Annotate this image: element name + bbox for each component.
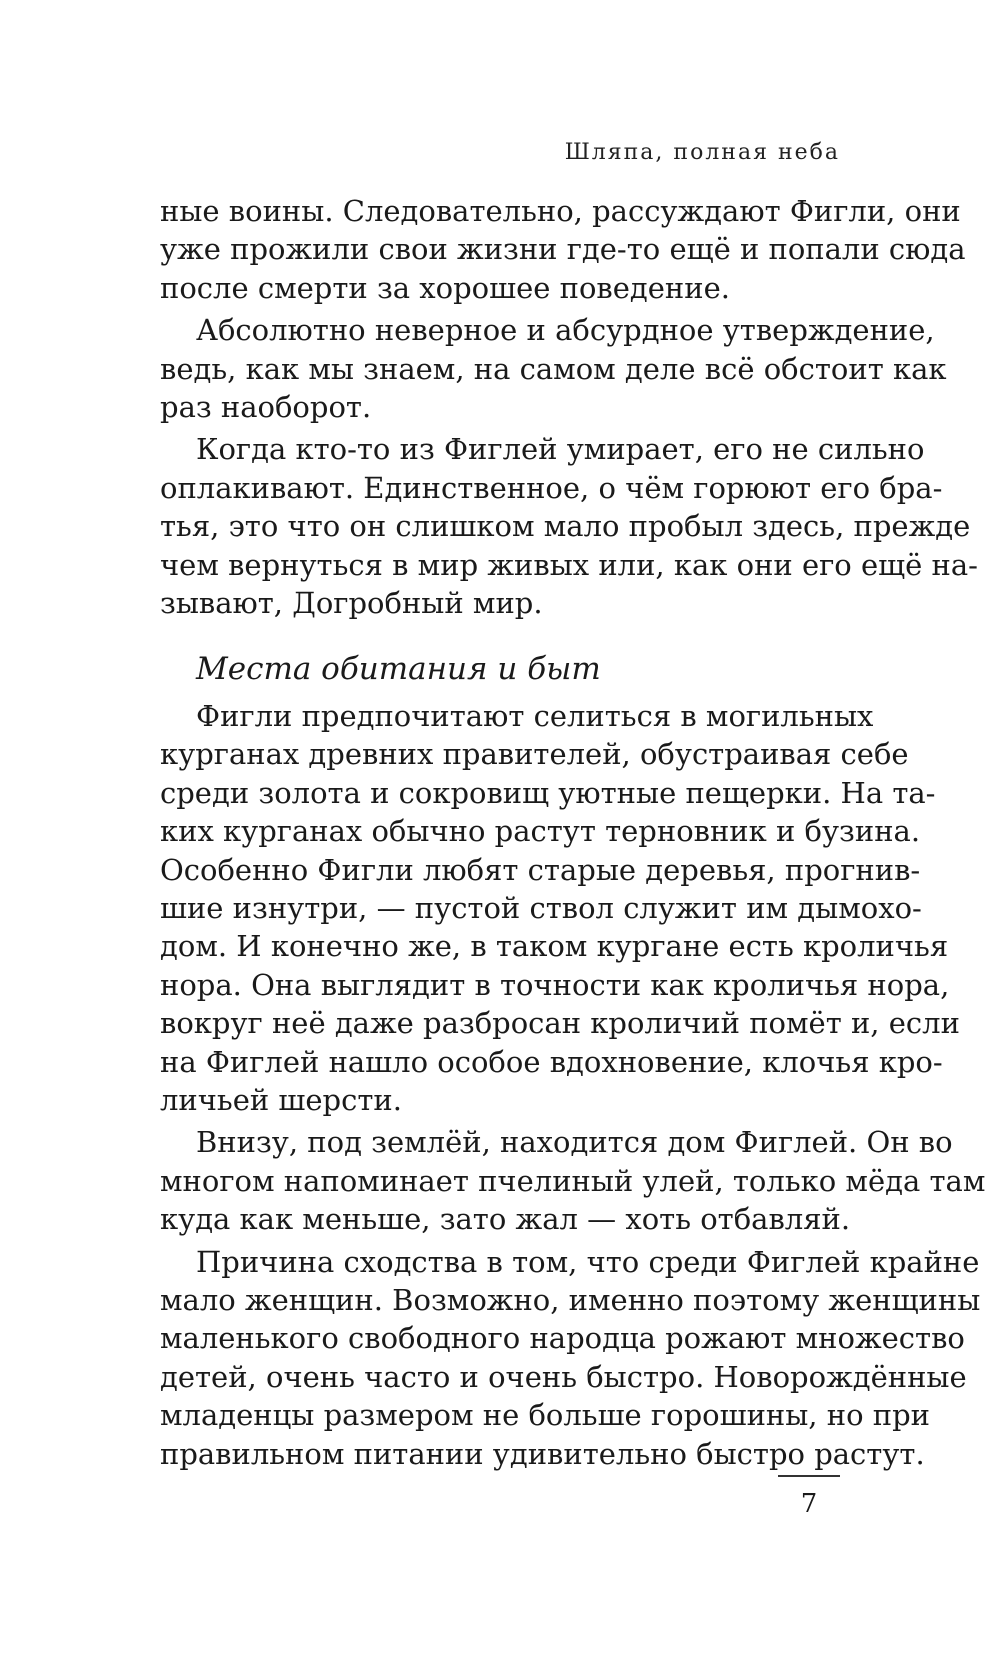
text-line: младенцы размером не больше горошины, но при (160, 1398, 930, 1433)
text-line: уже прожили свои жизни где-то ещё и попали сюда (160, 232, 966, 267)
text-line: правильном питании удивительно быстро растут. (160, 1436, 925, 1471)
text-line: дом. И конечно же, в таком кургане есть кроличья (160, 929, 949, 964)
text-line: шие изнутри, — пустой ствол служит им дымохо- (160, 890, 922, 925)
text-line: Фигли предпочитают селиться в могильных (196, 698, 874, 733)
text-line: ких курганах обычно растут терновник и бузина. (160, 814, 921, 849)
text-line: многом напоминает пчелиный улей, только мёда там (160, 1163, 986, 1198)
text-line: маленького свободного народца рожают множество (160, 1321, 965, 1356)
text-line: на Фиглей нашло особое вдохновение, клочья кро- (160, 1044, 943, 1079)
paragraph (160, 192, 966, 307)
paragraph (160, 430, 978, 622)
text-line: оплакивают. Единственное, о чём горюют его бра- (160, 470, 943, 505)
text-line: Абсолютно неверное и абсурдное утверждение, (196, 313, 935, 348)
body-text (160, 192, 986, 1477)
text-line: Когда кто-то из Фиглей умирает, его не сильно (196, 432, 925, 467)
text-line: раз наоборот. (160, 390, 372, 425)
text-line: тья, это что он слишком мало пробыл здесь, прежде (160, 509, 971, 544)
paragraph (160, 311, 947, 426)
paragraph (160, 1243, 981, 1473)
page-footer (778, 1475, 840, 1519)
text-line: зывают, Догробный мир. (160, 586, 543, 621)
paragraph (160, 1123, 986, 1238)
text-line: мало женщин. Возможно, именно поэтому женщины (160, 1282, 981, 1317)
text-line: чем вернуться в мир живых или, как они его ещё на- (160, 547, 978, 582)
text-line: нора. Она выглядит в точности как кроличья нора, (160, 967, 950, 1002)
running-header: Шляпа, полная неба (564, 140, 840, 165)
text-line: после смерти за хорошее поведение. (160, 270, 730, 305)
text-line: Особенно Фигли любят старые деревья, прогнив- (160, 852, 921, 887)
text-line: личьей шерсти. (160, 1082, 402, 1117)
text-line: вокруг неё даже разбросан кроличий помёт и, если (160, 1006, 960, 1041)
text-line: среди золота и сокровищ уютные пещерки. На та- (160, 775, 936, 810)
page-number: 7 (800, 1489, 818, 1519)
text-line: куда как меньше, зато жал — хоть отбавляй. (160, 1202, 851, 1237)
text-line: ные воины. Следовательно, рассуждают Фигли, они (160, 194, 961, 228)
text-line: Внизу, под землёй, находится дом Фиглей. Он во (196, 1125, 953, 1160)
text-line: курганах древних правителей, обустраивая себе (160, 737, 909, 772)
section-heading: Места обитания и быт (196, 651, 601, 688)
text-line: детей, очень часто и очень быстро. Новорождённые (160, 1359, 967, 1394)
paragraph (160, 697, 960, 1119)
text-line: Причина сходства в том, что среди Фиглей крайне (196, 1244, 980, 1279)
text-line: ведь, как мы знаем, на самом деле всё обстоит как (160, 351, 947, 386)
footer-rule (778, 1475, 840, 1477)
